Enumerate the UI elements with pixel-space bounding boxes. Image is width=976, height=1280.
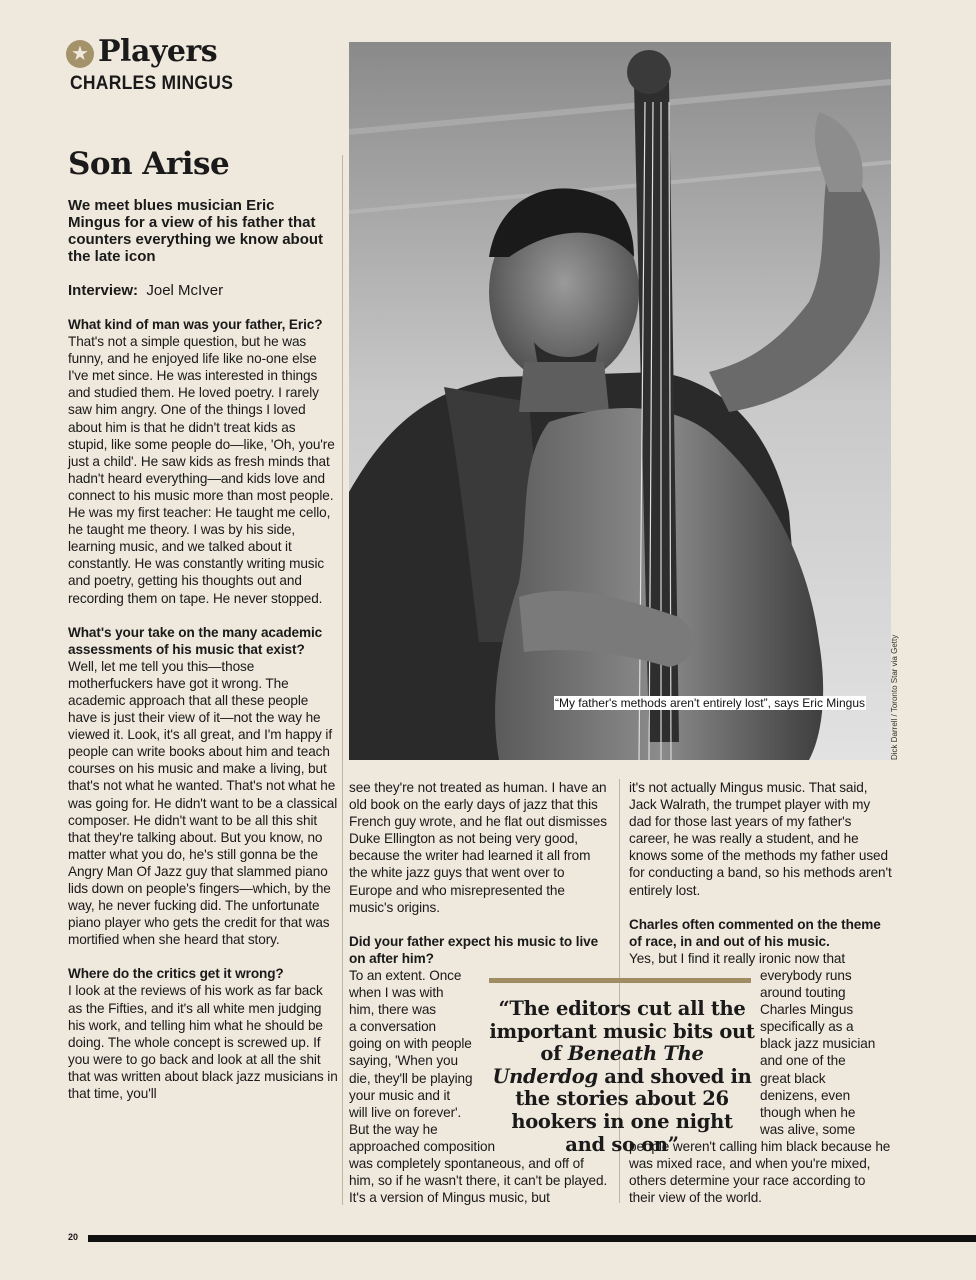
answer-4-line: will live on forever'. bbox=[349, 1104, 462, 1120]
pullquote-rule bbox=[489, 978, 751, 983]
answer-4-line: saying, 'When you bbox=[349, 1053, 458, 1069]
answer-5-line: around touting bbox=[760, 985, 846, 1001]
subject-name: CHARLES MINGUS bbox=[70, 73, 234, 94]
section-title: Players bbox=[98, 34, 218, 69]
answer-5-line: though when he bbox=[760, 1104, 856, 1120]
answer-5-rest: people weren't calling him black because he was mixed race, and when you're mixed, others determine your race according to their view of the world. bbox=[629, 1138, 891, 1206]
book-title: Beneath The Underdog bbox=[492, 1042, 704, 1088]
answer-5-line: everybody runs bbox=[760, 967, 852, 983]
answer-5-line: denizens, even bbox=[760, 1087, 851, 1103]
credit-label: Interview: bbox=[68, 282, 139, 299]
question-1: What kind of man was your father, Eric? bbox=[68, 317, 323, 332]
answer-4-line: To an extent. Once bbox=[349, 967, 462, 983]
answer-5-line: was alive, some bbox=[760, 1121, 856, 1137]
question-2: What's your take on the many academic assessments of his music that exist? bbox=[68, 624, 323, 657]
answer-2: Well, let me tell you this—those motherfuckers have got it wrong. The academic approach that all these people have is just their view of it—not the way he viewed it. Look, it's all great, and I'm happy if people can write books about him and teach courses on his music and make a living, but that's not what he wanted. That's not what he was going for. He didn't want to be a classical composer. He didn't want to be all this shit that they're talking about. But you know, no matter what you do, he's still gonna be the Angry Man Of Jazz guy that slammed piano lids down on people's fingers—which, by the way, he never fucking did. The unfortunate piano player who gets the credit for that was mortified when she heard that story. bbox=[68, 658, 338, 948]
answer-4-line: But the way he bbox=[349, 1121, 438, 1137]
answer-3: I look at the reviews of his work as far back as the Fifties, and it's all white men judging his work, and telling him what he should be doing. The whole concept is screwed up. If you were to go back and look at all the shit that was written about black jazz musicians in that time, you'll bbox=[68, 983, 338, 1102]
answer-4-line: him, there was bbox=[349, 1002, 436, 1018]
answer-4-line: your music and it bbox=[349, 1087, 451, 1103]
question-5: Charles often commented on the theme of race, in and out of his music. bbox=[629, 916, 881, 949]
question-4: Did your father expect his music to live on after him? bbox=[349, 933, 599, 966]
column-1 bbox=[68, 316, 338, 1102]
answer-3-continued: see they're not treated as human. I have an old book on the early days of jazz that this French guy wrote, and he flat out dismisses Duke Ellington as not being very good, because the writer had learned it all from the white jazz guys that went over to Europe and who misrepresented the music's origins. bbox=[349, 780, 607, 915]
headline: Son Arise bbox=[68, 146, 230, 182]
answer-4-line: when I was with bbox=[349, 985, 444, 1001]
question-3: Where do the critics get it wrong? bbox=[68, 966, 284, 982]
star-icon: ★ bbox=[66, 40, 94, 68]
answer-4-line: a conversation bbox=[349, 1019, 437, 1035]
answer-5-line: Yes, but I find it really ironic now that bbox=[629, 950, 846, 966]
footer-rule bbox=[88, 1235, 976, 1242]
photo-credit: Dick Darrell / Toronto Star via Getty bbox=[890, 634, 899, 760]
column-divider bbox=[342, 155, 343, 1205]
answer-4-rest: was completely spontaneous, and off of him, so if he wasn't there, it can't be played. It's a version of Mingus music, but bbox=[349, 1155, 608, 1206]
interview-credit bbox=[68, 282, 223, 299]
answer-4-line: going on with people bbox=[349, 1036, 472, 1052]
standfirst: We meet blues musician Eric Mingus for a view of his father that counters everything we know about the late icon bbox=[68, 197, 324, 265]
answer-5-line: specifically as a bbox=[760, 1019, 854, 1035]
answer-5-line: and one of the bbox=[760, 1053, 846, 1069]
photo-eric-mingus bbox=[349, 42, 891, 760]
answer-4-line: die, they'll be playing bbox=[349, 1070, 473, 1086]
answer-5-line: great black bbox=[760, 1070, 826, 1086]
answer-4-continued: it's not actually Mingus music. That said, Jack Walrath, the trumpet player with my dad for those last years of my father's career, he was really a student, and he knows some of the methods my father used for conducting a band, so his methods aren't entirely lost. bbox=[629, 780, 892, 898]
answer-5-line: Charles Mingus bbox=[760, 1002, 854, 1018]
answer-1: That's not a simple question, but he was funny, and he enjoyed life like no-one else I've met since. He was interested in things and studied them. He loved poetry. I rarely saw him angry. One of the things I loved about him is that he didn't treat kids as stupid, like some people do—like, 'Oh, you're just a child'. He saw kids as fresh minds that hadn't heard everything—and kids love and connect to his music more than most people. He was my first teacher: He taught me cello, he taught me theory. I was by his side, learning music, and we talked about it constantly. He was constantly writing music and poetry, getting his thoughts out and recording them on tape. He never stopped. bbox=[68, 334, 335, 606]
credit-name: Joel McIver bbox=[146, 282, 224, 299]
photo-caption: “My father's methods aren't entirely lost”, says Eric Mingus bbox=[554, 696, 865, 710]
page-number: 20 bbox=[68, 1232, 79, 1242]
answer-4-line: approached composition bbox=[349, 1138, 495, 1154]
pullquote: “The editors cut all the important music bits out of Beneath The Underdog and shoved in the stories about 26 hookers in one night and so on” bbox=[489, 997, 755, 1156]
answer-5-line: black jazz musician bbox=[760, 1036, 876, 1052]
